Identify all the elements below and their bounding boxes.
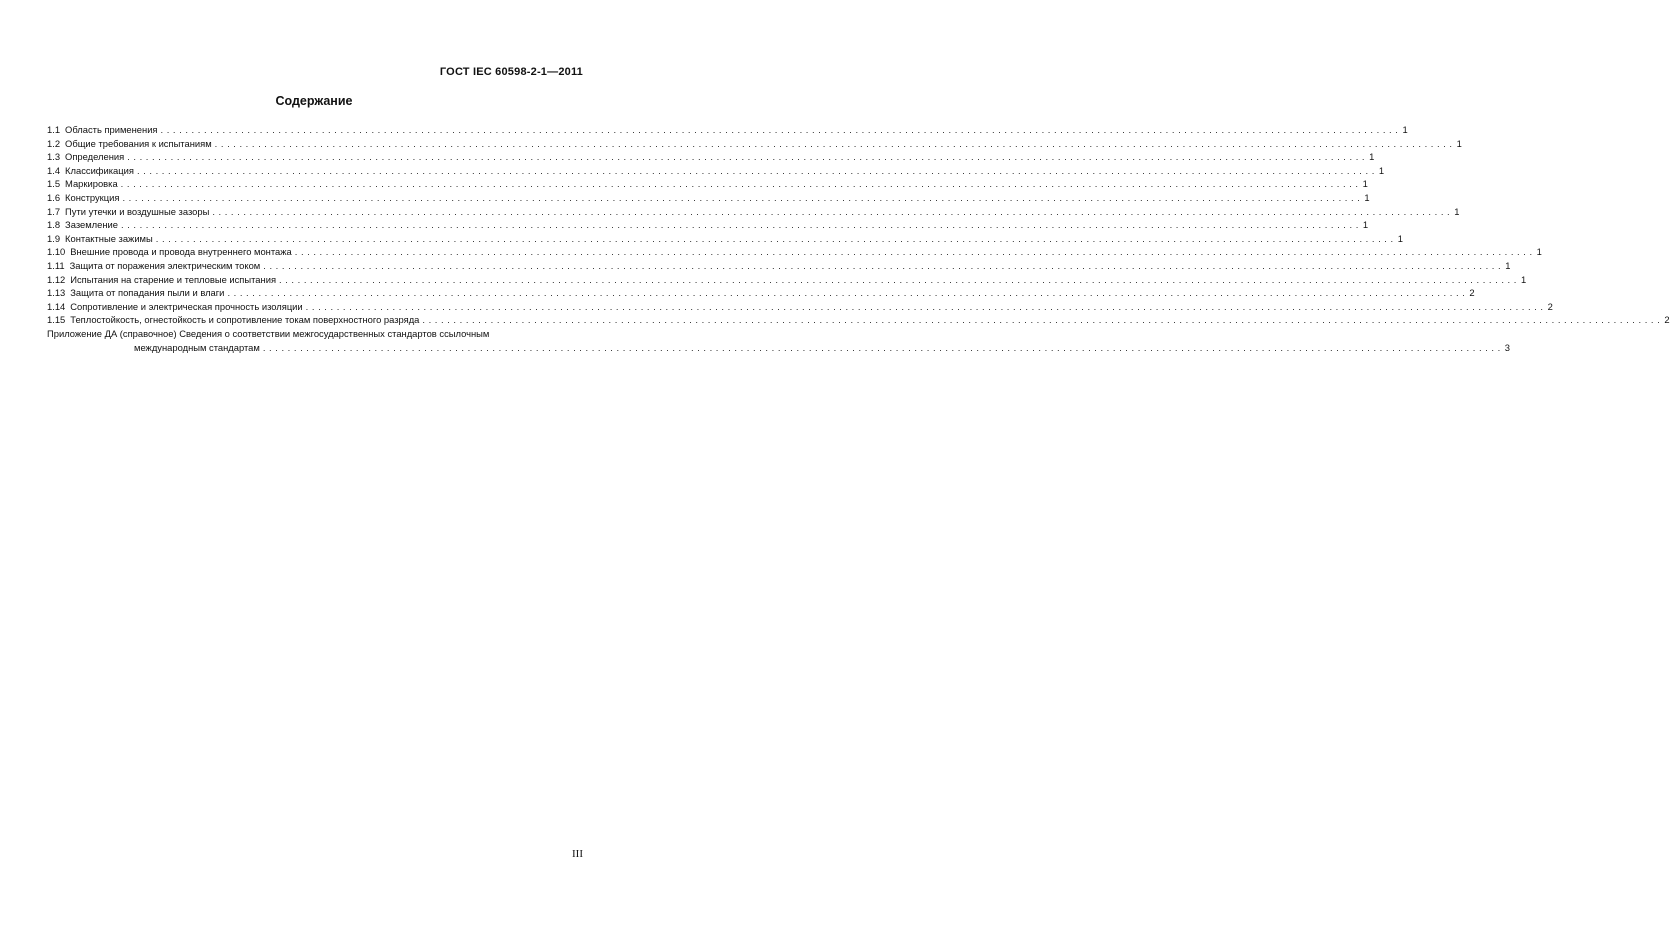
toc-entry-page: 2: [1664, 314, 1670, 326]
toc-entry-number: 1.14: [47, 300, 66, 312]
toc-entry-number: 1.7: [47, 205, 61, 217]
toc-entry-title: Защита от попадания пыли и влаги: [70, 287, 225, 299]
toc-entry[interactable]: [47, 232, 1403, 246]
toc-entry-title: Сопротивление и электрическая прочность изоляции: [70, 300, 303, 312]
toc-entry-number: 1.4: [47, 164, 61, 176]
toc-leader-dots: ........................................................................................................................................................................................................: [136, 164, 1378, 176]
toc-entry-page: 1: [1378, 164, 1385, 176]
toc-title: Содержание: [275, 94, 353, 108]
toc-entry-page: 1: [1362, 219, 1369, 231]
toc-entry-number: 1.8: [47, 219, 61, 231]
toc-entry[interactable]: [47, 137, 1462, 151]
toc-entry-number: 1.13: [47, 287, 66, 299]
toc-entry-title: Область применения: [65, 124, 158, 135]
toc-entry[interactable]: [47, 273, 1527, 287]
toc-entry-title: Испытания на старение и тепловые испытания: [70, 273, 277, 285]
toc-appendix-line2[interactable]: [47, 341, 1510, 355]
toc-appendix-page: 3: [1504, 341, 1510, 353]
toc-leader-dots: ........................................................................................................................................................................................................: [305, 300, 1547, 312]
page-number: III: [572, 848, 583, 860]
toc-entry-page: 1: [1397, 232, 1403, 244]
toc-entry-number: 1.2: [47, 137, 61, 149]
toc-leader-dots: ........................................................................................................................................................................................................: [127, 151, 1369, 163]
toc-entry[interactable]: [47, 150, 1375, 164]
toc-entry-number: 1.11: [47, 259, 65, 271]
toc-entry[interactable]: [47, 286, 1475, 300]
toc-entry-page: 2: [1547, 300, 1553, 312]
toc-entry-title: Пути утечки и воздушные зазоры: [65, 205, 210, 217]
toc-entry-number: 1.3: [47, 151, 61, 163]
toc-entry-title: Классификация: [65, 164, 134, 176]
toc-leader-dots: ........................................................................................................................................................................................................: [214, 137, 1456, 149]
toc-entry[interactable]: [47, 191, 1370, 205]
toc-entry-number: 1.6: [47, 191, 61, 203]
toc-entry-page: 1: [1536, 246, 1542, 258]
toc-entry-number: 1.10: [47, 246, 66, 258]
toc-entry-page: 1: [1369, 151, 1375, 163]
toc-entry[interactable]: [47, 205, 1460, 219]
toc-entry-title: Внешние провода и провода внутреннего монтажа: [70, 246, 292, 258]
toc-entry-page: 2: [1469, 287, 1475, 299]
toc-entry[interactable]: [47, 313, 1670, 327]
toc-leader-dots: ........................................................................................................................................................................................................: [263, 259, 1505, 271]
toc-entry-page: 1: [1402, 124, 1408, 135]
toc-entry[interactable]: [47, 164, 1385, 178]
toc-appendix-line1[interactable]: Приложение ДА (справочное) Сведения о соответствии межгосударственных стандартов ссылочным: [47, 327, 490, 339]
toc-leader-dots: ........................................................................................................................................................................................................: [120, 219, 1362, 231]
toc-entry-page: 1: [1362, 178, 1368, 190]
document-id: ГОСТ IEC 60598-2-1—2011: [439, 66, 583, 78]
toc-entry-title: Теплостойкость, огнестойкость и сопротивление токам поверхностного разряда: [70, 314, 420, 326]
toc-entry-number: 1.9: [47, 232, 61, 244]
toc-entry-title: Контактные зажимы: [65, 232, 153, 244]
toc-leader-dots: ........................................................................................................................................................................................................: [212, 205, 1454, 217]
toc-entry-title: Заземление: [65, 219, 118, 231]
toc-entry[interactable]: [47, 245, 1542, 259]
toc-entry-number: 1.15: [47, 314, 66, 326]
toc-entry-number: 1.5: [47, 178, 61, 190]
toc-entry[interactable]: [47, 300, 1553, 314]
toc-entry-page: 1: [1364, 191, 1370, 203]
toc-entry-number: 1.1: [47, 124, 61, 135]
toc-leader-dots: ........................................................................................................................................................................................................: [279, 273, 1520, 285]
toc-entry-page: 1: [1505, 259, 1511, 271]
table-of-contents: [47, 123, 1670, 354]
toc-leader-dots: ........................................................................................................................................................................................................: [155, 232, 1397, 244]
toc-entry[interactable]: [47, 259, 1511, 273]
toc-entry-title: Конструкция: [65, 191, 120, 203]
toc-leader-dots: ........................................................................................................................................................................................................: [122, 191, 1364, 203]
toc-leader-dots: ........................................................................................................................................................................................................: [262, 341, 1504, 353]
toc-leader-dots: ........................................................................................................................................................................................................: [227, 287, 1469, 299]
toc-entry-title: Определения: [65, 151, 125, 163]
toc-leader-dots: ........................................................................................................................................................................................................: [120, 178, 1362, 190]
toc-entry-number: 1.12: [47, 273, 66, 285]
toc-leader-dots: ........................................................................................................................................................................................................: [294, 246, 1536, 258]
toc-appendix-text: международным стандартам: [134, 341, 260, 353]
toc-entry-page: 1: [1456, 137, 1462, 149]
toc-entry[interactable]: [47, 177, 1368, 191]
toc-entry[interactable]: [47, 218, 1369, 232]
toc-leader-dots: ........................................................................................................................................................................................................: [160, 124, 1402, 135]
toc-entry-page: 1: [1454, 205, 1460, 217]
toc-leader-dots: ........................................................................................................................................................................................................: [422, 314, 1664, 326]
toc-entry-title: Защита от поражения электрическим током: [69, 259, 261, 271]
toc-entry[interactable]: [47, 123, 1408, 137]
toc-entry-page: 1: [1520, 273, 1527, 285]
toc-entry-title: Маркировка: [65, 178, 118, 190]
toc-entry-title: Общие требования к испытаниям: [65, 137, 212, 149]
